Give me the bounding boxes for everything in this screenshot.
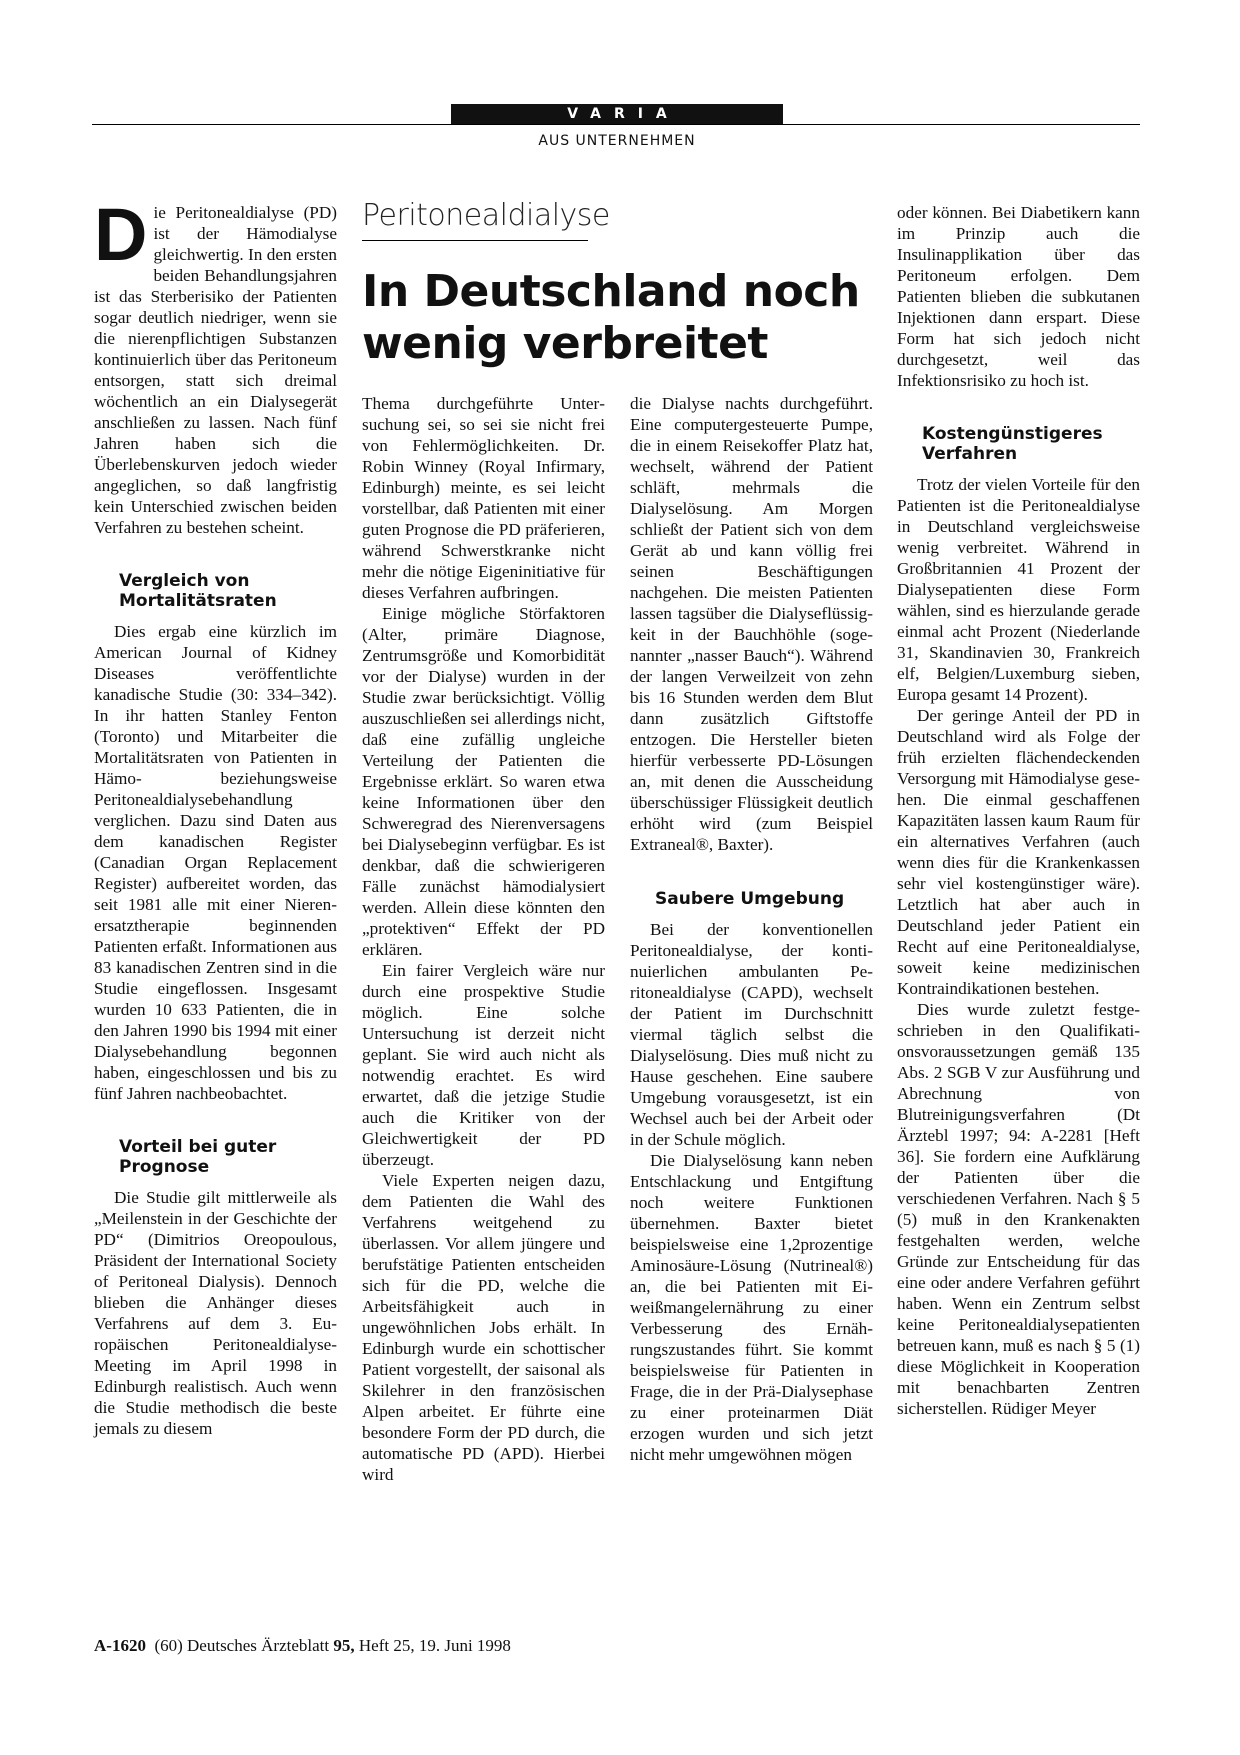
drop-cap: D bbox=[94, 193, 148, 276]
article-kicker: Peritonealdialyse bbox=[362, 198, 610, 233]
subheading: Vorteil bei guter Prognose bbox=[119, 1137, 277, 1177]
paragraph: die Dialyse nachts durchgeführt. Eine computergesteuerte Pumpe, die in einem Reisekoffer Platz hat, wechselt, während der Patient schläft, mehrmals die Dialyselösung. Am Morgen schließt der Patient sich von dem Gerät ab und kann völlig frei seinen Beschäftigungen nachgehen. Die meisten Patienten lassen tagsüber die Dialyseflüssigkeit in der Bauchhöhle (sogenannter „nasser Bauch“). Während der langen Verweilzeit von zehn bis 16 Stunden werden dem Blut dann zusätzlich Giftstoffe entzogen. Die Hersteller bieten hierfür verbesserte PD-Lösungen an, mit denen die Ausscheidung überschüssiger Flüssigkeit deutlich erhöht wird (zum Beispiel Extraneal®, Baxter). bbox=[630, 394, 873, 854]
article-headline: In Deutschland noch wenig verbreitet bbox=[362, 266, 860, 369]
section-label: VARIA bbox=[451, 104, 783, 124]
paragraph: Trotz der vielen Vorteile für den Patienten ist die Peritonealdialyse in Deutschland vergleichsweise wenig verbreitet. Während in Großbritannien 41 Prozent der Dialysepatienten diese Form wählen, sind es hierzulande gerade einmal acht Prozent (Niederlande 31, Skandinavien 30, Frankreich elf, Belgien/Luxemburg sieben, Europa gesamt 14 Prozent). bbox=[897, 475, 1140, 704]
footer-volume: 95, bbox=[333, 1636, 355, 1655]
page-footer bbox=[94, 1636, 511, 1656]
paragraph: oder können. Bei Diabetikern kann im Prinzip auch die Insulinapplikation über das Peritoneum erfolgen. Dem Patienten blieben die subkutanen Injektionen dann erspart. Diese Form hat sich jedoch nicht durchgesetzt, weil das Infektionsrisiko zu hoch ist. bbox=[897, 203, 1140, 390]
text-column-4 bbox=[897, 202, 1140, 1419]
paragraph: Der geringe Anteil der PD in Deutschland wird als Folge der früh erzielten flächendeckenden Versorgung mit Hämodialyse gesehen. Die einmal geschaffenen Kapazitäten lassen kaum Raum für ein alternatives Verfahren (auch wenn dies für die Krankenkassen sehr viel kostengünstiger wäre). Letztlich hat aber auch in Deutschland jeder Patient ein Recht auf eine Peritonealdialyse, soweit keine medizinischen Kontraindikationen bestehen. bbox=[897, 706, 1140, 998]
paragraph: Die Studie gilt mittlerweile als „Meilenstein in der Geschichte der PD“ (Dimitrios Oreopoulous, Präsident der International Society of Peritoneal Dialysis). Dennoch blieben die Anhänger dieses Verfahrens auf dem 3. Europäischen Peritonealdialyse-Meeting im April 1998 in Edinburgh realistisch. Auch wenn die Studie methodisch die beste jemals zu diesem bbox=[94, 1188, 337, 1438]
paragraph: Die Dialyselösung kann neben Entschlackung und Entgiftung noch weitere Funktionen übernehmen. Baxter bietet beispielsweise eine 1,2prozentige Aminosäure-Lösung (Nutrineal®) an, die bei Patienten mit Eiweißmangelernährung zu einer Verbesserung des Ernährungszustandes führt. Sie kommt beispielsweise für Patienten in Frage, die in der Prä-Dialysephase zu einer proteinarmen Diät erzogen wurden und sich jetzt nicht mehr umgewöhnen mögen bbox=[630, 1151, 873, 1464]
footer-issue: Heft 25, 19. Juni 1998 bbox=[358, 1636, 511, 1655]
subheading: Kostengünstigeres Verfahren bbox=[922, 424, 1103, 464]
paragraph-text: ie Peritonealdialyse (PD) ist der Hämodialyse gleichwertig. In den ersten beiden Behandlungsjahren ist das Sterberisiko der Patienten sogar deutlich niedriger, wenn sie die nierenpflichtigen Substanzen kontinuierlich über das Peritoneum entsorgen, statt sich dreimal wöchentlich an ein Dialysegerät anschließen zu lassen. Nach fünf Jahren haben sich die Überlebenskurven jedoch wieder angeglichen, so daß langfristig kein Unterschied zwischen beiden Verfahren zu bestehen scheint. bbox=[94, 203, 337, 537]
paragraph: Ein fairer Vergleich wäre nur durch eine prospektive Studie möglich. Eine solche Untersuchung ist derzeit nicht geplant. Sie wird auch nicht als notwendig erachtet. Es wird erwartet, daß die jetzige Studie auch die Kritiker von der Gleichwertigkeit der PD überzeugt. bbox=[362, 961, 605, 1169]
subheading: Vergleich von Mortalitätsraten bbox=[119, 571, 277, 611]
header-rule bbox=[92, 124, 1140, 125]
page-number: A-1620 bbox=[94, 1636, 146, 1655]
lead-paragraph bbox=[94, 193, 337, 538]
subheading: Saubere Umgebung bbox=[655, 889, 845, 909]
subsection-label: AUS UNTERNEHMEN bbox=[538, 133, 696, 149]
text-column-1 bbox=[94, 193, 337, 1439]
footer-publication: (60) Deutsches Ärzteblatt bbox=[154, 1636, 330, 1655]
paragraph: Viele Experten neigen dazu, dem Patienten die Wahl des Verfahrens weitgehend zu überlassen. Vor allem jüngere und berufstätige Patienten entscheiden sich für die PD, welche die Arbeitsfähigkeit auch in ungewöhnlichen Jobs erhält. In Edinburgh wurde ein schottischer Patient vorgestellt, der saisonal als Skilehrer in den französischen Alpen arbeitet. Er führte eine besondere Form der PD durch, die automatische PD (APD). Hierbei wird bbox=[362, 1171, 605, 1484]
paragraph: Dies ergab eine kürzlich im American Journal of Kidney Diseases veröffentlichte kanadische Studie (30: 334–342). In ihr hatten Stanley Fenton (Toronto) und Mitarbeiter die Mortalitätsraten von Patienten in Hämo- beziehungsweise Peritonealdialysebehandlung verglichen. Dazu sind Daten aus dem kanadischen Register (Canadian Organ Replacement Register) aufbereitet worden, das seit 1981 alle mit einer Nierenersatztherapie beginnenden Patienten erfaßt. Informationen aus 83 kanadischen Zentren sind in die Studie eingeflossen. Insgesamt wurden 10 633 Patienten, die in den Jahren 1990 bis 1994 mit einer Dialysebehandlung begonnen haben, eingeschlossen und bis zu fünf Jahren nachbeobachtet. bbox=[94, 622, 337, 1103]
paragraph: Einige mögliche Störfaktoren (Alter, primäre Diagnose, Zentrumsgröße und Komorbidität vor der Dialyse) wurden in der Studie zwar berücksichtigt. Völlig auszuschließen sei allerdings nicht, daß eine zufällig ungleiche Verteilung der Patienten die Ergebnisse erklärt. So waren etwa keine Informationen über den Schweregrad des Nierenversagens bei Dialysebeginn verfügbar. Es ist denkbar, daß die schwierigeren Fälle zunächst hämodialysiert werden. Allein diese könnten den „protektiven“ Effekt der PD erklären. bbox=[362, 604, 605, 959]
text-column-3 bbox=[630, 393, 873, 1465]
paragraph: Dies wurde zuletzt festgeschrieben in den Qualifikationsvoraussetzungen gemäß 135 Abs. 2 SGB V zur Ausführung und Abrechnung von Blutreinigungsverfahren (Dt Ärztebl 1997; 94: A-2281 [Heft 36]. Sie fordern eine Aufklärung der Patienten über die verschiedenen Verfahren. Nach § 5 (5) muß in den Krankenakten festgehalten werden, welche Gründe zur Entscheidung für das eine oder andere Verfahren geführt haben. Wenn ein Zentrum selbst keine Peritonealdialysepatienten betreuen kann, muß es nach § 5 (1) diese Möglichkeit in Kooperation mit benachbarten Zentren sicherstellen. Rüdiger Meyer bbox=[897, 1000, 1140, 1418]
kicker-rule bbox=[362, 240, 588, 241]
text-column-2 bbox=[362, 393, 605, 1485]
paragraph: Thema durchgeführte Untersuchung sei, so sei sie nicht frei von Fehlermöglichkeiten. Dr. Robin Winney (Royal Infirmary, Edinburgh) meinte, es sei leicht vorstellbar, daß Patienten mit einer guten Prognose die PD präferieren, während Schwerstkranke nicht mehr die nötige Eigeninitiative für dieses Verfahren aufbringen. bbox=[362, 394, 605, 602]
paragraph: Bei der konventionellen Peritonealdialyse, der kontinuierlichen ambulanten Peritonealdialyse (CAPD), wechselt der Patient im Durchschnitt viermal täglich selbst die Dialyselösung. Dies muß nicht zu Hause geschehen. Eine saubere Umgebung vorausgesetzt, ist ein Wechsel auch bei der Arbeit oder in der Schule möglich. bbox=[630, 920, 873, 1149]
